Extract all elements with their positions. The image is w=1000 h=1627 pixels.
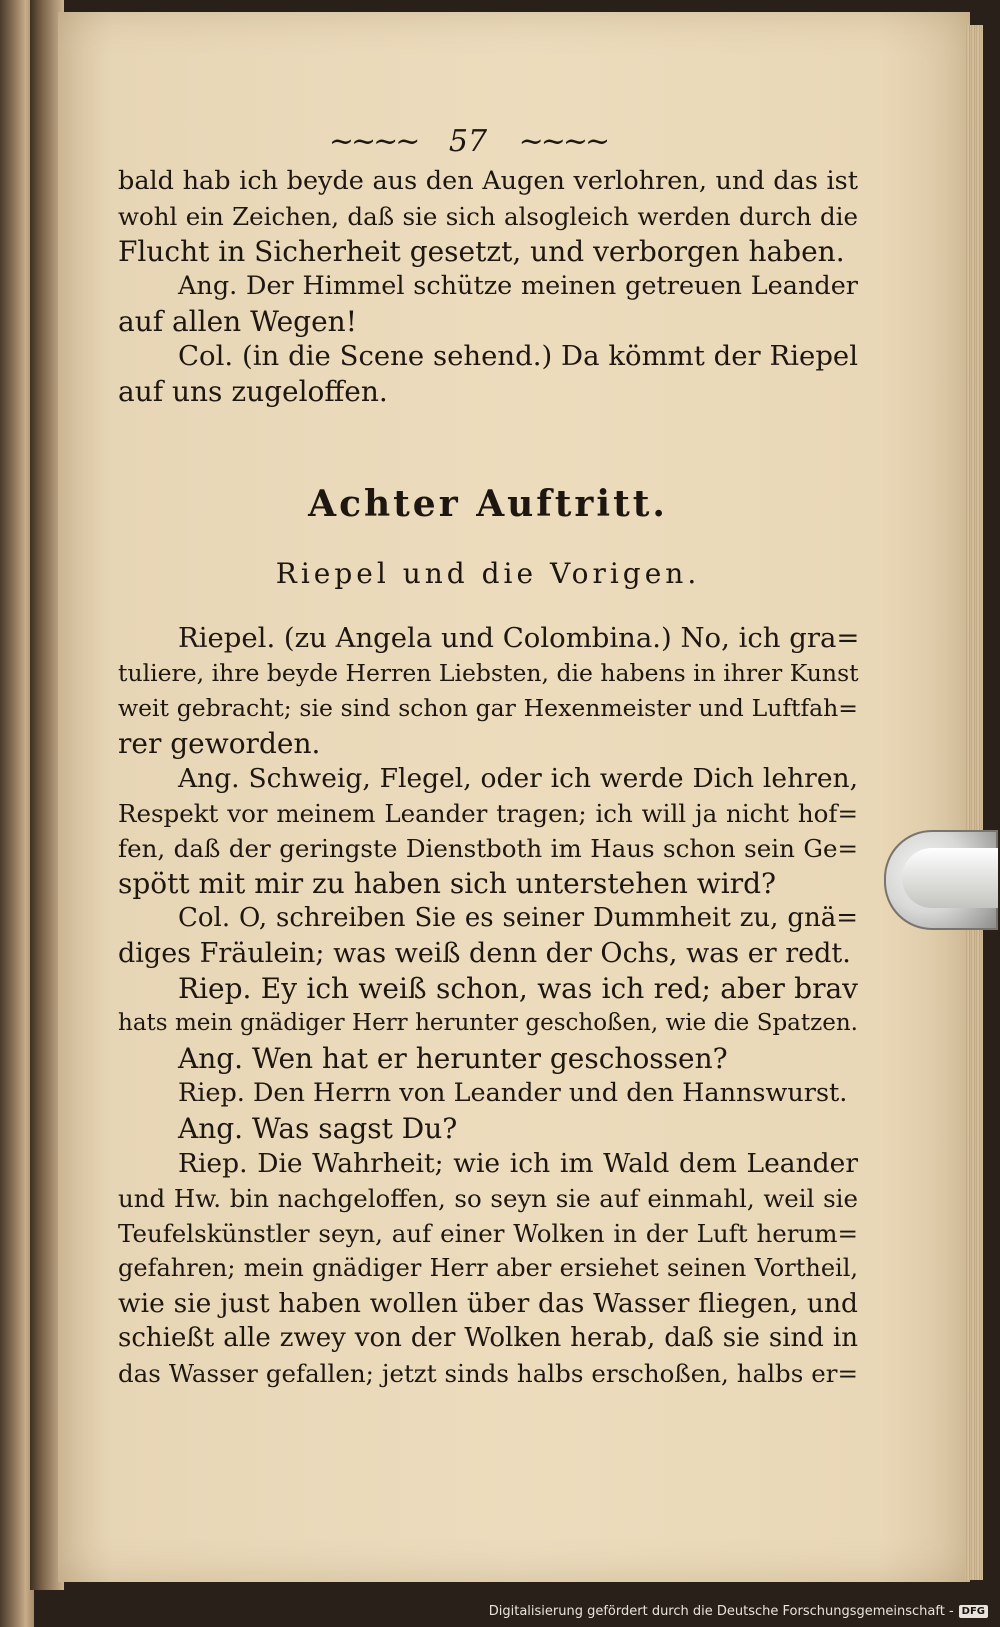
- text-line: Col. O, schreiben Sie es seiner Dummheit zu, gnä=: [178, 903, 858, 933]
- page-text: [118, 122, 858, 1391]
- text-line: wohl ein Zeichen, daß sie sich alsogleich werden durch die: [118, 202, 858, 231]
- digitization-credit: [489, 1604, 988, 1619]
- color-tab-highlight: [902, 848, 998, 908]
- left-page-edge: [0, 0, 34, 1627]
- text-line: Riep. Den Herrn von Leander und den Hannswurst.: [178, 1078, 848, 1108]
- dfg-logo-icon: DFG: [959, 1605, 988, 1618]
- text-line: Respekt vor meinem Leander tragen; ich will ja nicht hof=: [118, 799, 858, 828]
- header-ornament-left: ~~~~: [328, 124, 418, 159]
- text-line: tuliere, ihre beyde Herren Liebsten, die habens in ihrer Kunst: [118, 659, 859, 687]
- scene-persons: Riepel und die Vorigen.: [275, 557, 701, 590]
- text-block-after-heading: [118, 621, 858, 1391]
- text-line: schießt alle zwey von der Wolken herab, daß sie sind in: [118, 1323, 858, 1353]
- header-ornament-right: ~~~~: [518, 124, 608, 159]
- page-number: 57: [448, 124, 488, 159]
- text-line: weit gebracht; sie sind schon gar Hexenmeister und Luftfah=: [118, 694, 858, 722]
- text-line: bald hab ich beyde aus den Augen verlohren, und das ist: [118, 166, 858, 196]
- text-line: Teufelskünstler seyn, auf einer Wolken in der Luft herum=: [118, 1219, 858, 1248]
- text-line: Ang. Wen hat er herunter geschossen?: [178, 1042, 728, 1075]
- text-line: Col. (in die Scene sehend.) Da kömmt der Riepel: [178, 340, 858, 372]
- page-header: [78, 122, 858, 162]
- text-line: fen, daß der geringste Dienstboth im Haus schon sein Ge=: [118, 834, 858, 863]
- text-line: Ang. Der Himmel schütze meinen getreuen Leander: [178, 271, 858, 301]
- text-line: spött mit mir zu haben sich unterstehen wird?: [118, 867, 777, 900]
- text-line: wie sie just haben wollen über das Wasser fliegen, und: [118, 1288, 858, 1319]
- text-line: Ang. Schweig, Flegel, oder ich werde Dich lehren,: [178, 763, 858, 794]
- text-line: Riepel. (zu Angela und Colombina.) No, ich gra=: [178, 622, 860, 654]
- text-line: auf allen Wegen!: [118, 305, 357, 338]
- text-line: Flucht in Sicherheit gesetzt, und verborgen haben.: [118, 235, 845, 268]
- text-line: Riep. Die Wahrheit; wie ich im Wald dem Leander: [178, 1148, 858, 1179]
- text-line: auf uns zugeloffen.: [118, 375, 388, 408]
- text-line: hats mein gnädiger Herr herunter geschoßen, wie die Spatzen.: [118, 1010, 858, 1036]
- scene-heading: Achter Auftritt.: [308, 483, 668, 525]
- text-line: gefahren; mein gnädiger Herr aber ersiehet seinen Vortheil,: [118, 1254, 858, 1282]
- text-line: Ang. Was sagst Du?: [178, 1112, 458, 1145]
- text-line: rer geworden.: [118, 727, 321, 760]
- text-line: das Wasser gefallen; jetzt sinds halbs erschoßen, halbs er=: [118, 1359, 858, 1388]
- text-line: und Hw. bin nachgeloffen, so seyn sie auf einmahl, weil sie: [118, 1184, 858, 1213]
- page-edges: [965, 25, 983, 1580]
- text-line: Riep. Ey ich weiß schon, was ich red; aber brav: [178, 972, 858, 1005]
- text-line: diges Fräulein; was weiß denn der Ochs, was er redt.: [118, 938, 851, 969]
- credit-text: Digitalisierung gefördert durch die Deutsche Forschungsgemeinschaft -: [488, 1604, 954, 1619]
- text-block-before-heading: [118, 164, 858, 409]
